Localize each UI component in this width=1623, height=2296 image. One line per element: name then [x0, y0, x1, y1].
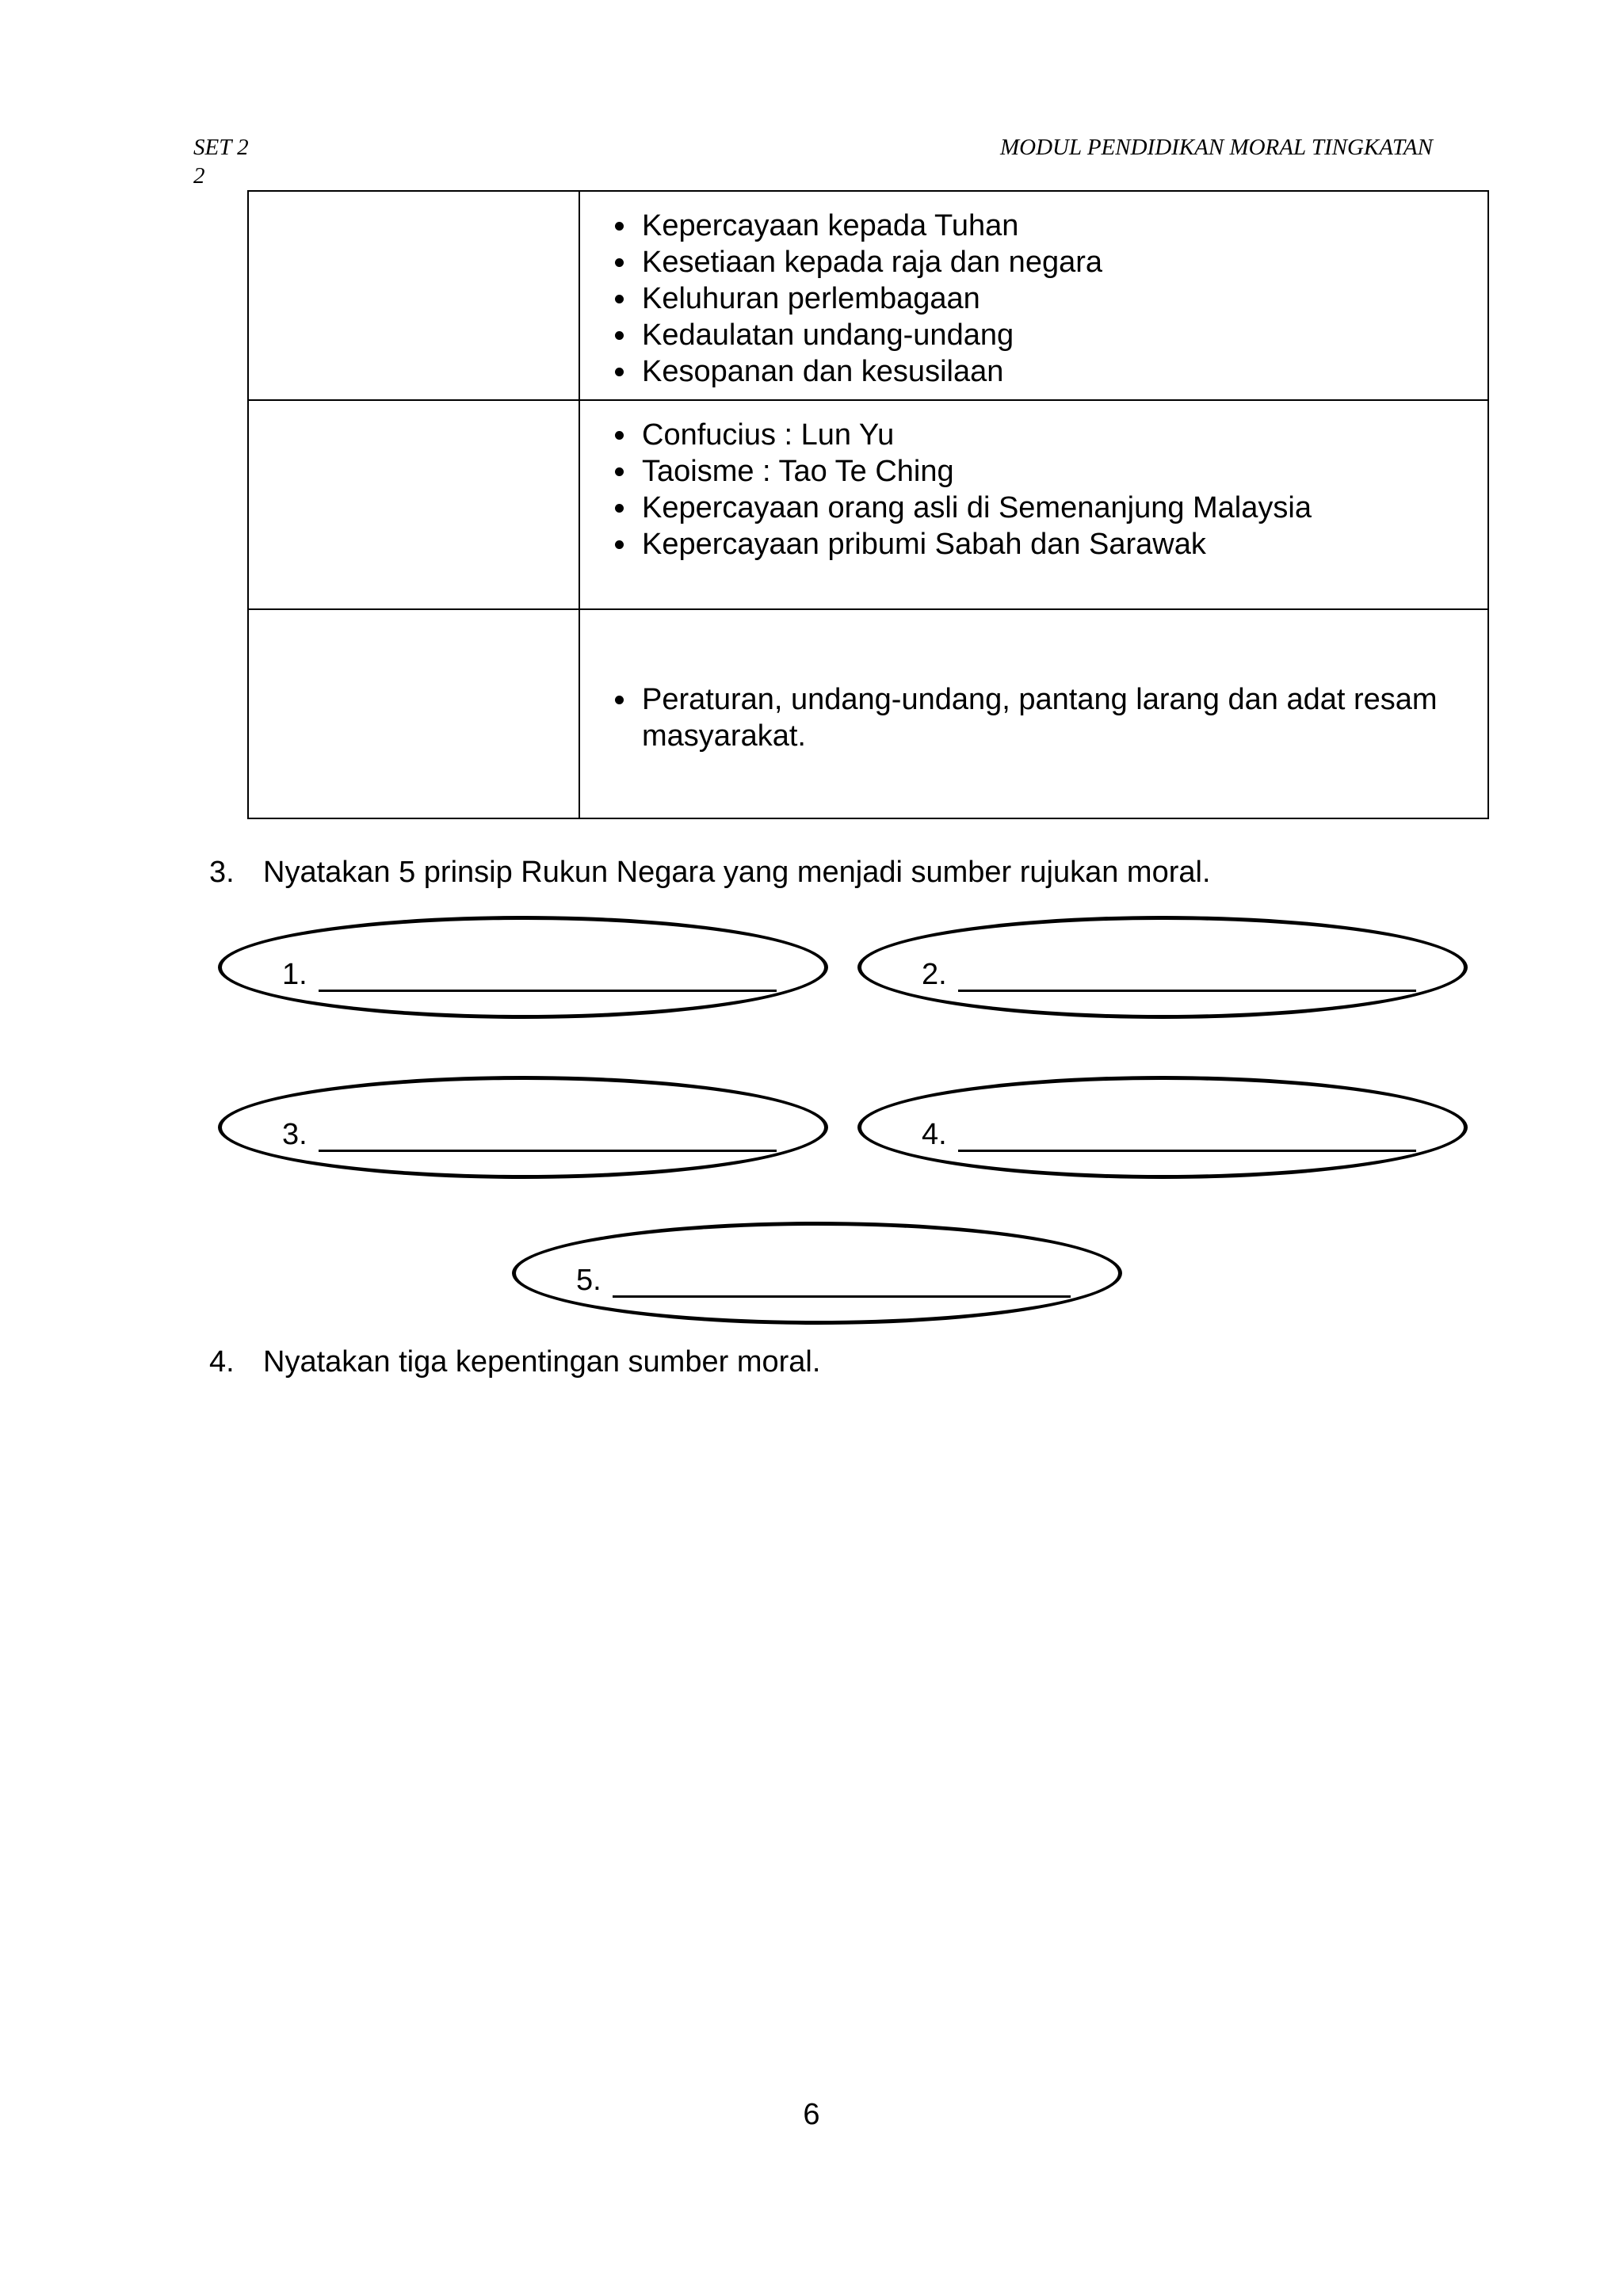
table-label-cell — [248, 400, 579, 609]
list-item — [580, 453, 1487, 490]
list-item — [580, 417, 1487, 453]
answer-box-number: 2. — [922, 958, 947, 991]
answer-blank-line[interactable] — [319, 990, 777, 992]
header-set-label — [193, 133, 249, 190]
bullet-list — [580, 192, 1487, 390]
bullet-icon — [615, 331, 624, 340]
bullet-list — [580, 610, 1487, 754]
table-content-cell — [579, 400, 1488, 609]
table-content-cell — [579, 191, 1488, 400]
answer-box-4[interactable] — [857, 1076, 1468, 1179]
question-text: Nyatakan tiga kepentingan sumber moral. — [263, 1345, 821, 1379]
question-text: Nyatakan 5 prinsip Rukun Negara yang menjadi sumber rujukan moral. — [263, 856, 1211, 889]
list-item — [580, 490, 1487, 526]
bullet-icon — [615, 504, 624, 513]
list-item-text: Kepercayaan kepada Tuhan — [642, 209, 1019, 242]
list-item — [580, 681, 1456, 754]
table-row — [248, 191, 1488, 400]
list-item — [580, 353, 1487, 390]
answer-blank-line[interactable] — [613, 1295, 1071, 1298]
list-item — [580, 208, 1487, 244]
answer-box-5[interactable] — [512, 1222, 1122, 1325]
list-item-text: Taoisme : Tao Te Ching — [642, 455, 954, 488]
list-item-text: Peraturan, undang-undang, pantang larang dan adat resam masyarakat. — [642, 683, 1438, 753]
answer-box-2[interactable] — [857, 916, 1468, 1019]
answer-blank-line[interactable] — [958, 1150, 1416, 1152]
answer-box-number: 1. — [282, 958, 307, 991]
bullet-icon — [615, 540, 624, 549]
answer-box-3[interactable] — [218, 1076, 828, 1179]
answer-box-number: 4. — [922, 1118, 947, 1151]
list-item — [580, 280, 1487, 317]
table-label-cell — [248, 609, 579, 818]
list-item — [580, 317, 1487, 353]
answer-blank-line[interactable] — [319, 1150, 777, 1152]
bullet-icon — [615, 431, 624, 440]
moral-sources-table — [247, 190, 1489, 819]
header-set-text: SET 2 — [193, 135, 249, 160]
list-item-text: Keluhuran perlembagaan — [642, 282, 980, 315]
answer-box-number: 3. — [282, 1118, 307, 1151]
bullet-icon — [615, 295, 624, 303]
list-item-text: Kesopanan dan kesusilaan — [642, 355, 1004, 388]
answer-blank-line[interactable] — [958, 990, 1416, 992]
table-label-cell — [248, 191, 579, 400]
table-row — [248, 609, 1488, 818]
header-module-title: MODUL PENDIDIKAN MORAL TINGKATAN — [1000, 135, 1433, 160]
bullet-icon — [615, 467, 624, 476]
bullet-icon — [615, 696, 624, 704]
answer-box-1[interactable] — [218, 916, 828, 1019]
table-row — [248, 400, 1488, 609]
bullet-icon — [615, 368, 624, 376]
answer-box-number: 5. — [576, 1264, 601, 1297]
table-content-cell — [579, 609, 1488, 818]
list-item — [580, 526, 1487, 563]
bullet-icon — [615, 222, 624, 231]
page-number: 6 — [803, 2098, 820, 2131]
bullet-icon — [615, 258, 624, 267]
list-item-text: Kesetiaan kepada raja dan negara — [642, 246, 1103, 279]
list-item-text: Kedaulatan undang-undang — [642, 318, 1014, 352]
list-item-text: Confucius : Lun Yu — [642, 418, 895, 452]
question-number: 4. — [209, 1345, 235, 1379]
bullet-list — [580, 401, 1487, 563]
list-item-text: Kepercayaan pribumi Sabah dan Sarawak — [642, 528, 1206, 561]
header-set-text-line2: 2 — [193, 163, 205, 189]
question-number: 3. — [209, 856, 235, 889]
list-item-text: Kepercayaan orang asli di Semenanjung Malaysia — [642, 491, 1312, 524]
list-item — [580, 244, 1487, 280]
